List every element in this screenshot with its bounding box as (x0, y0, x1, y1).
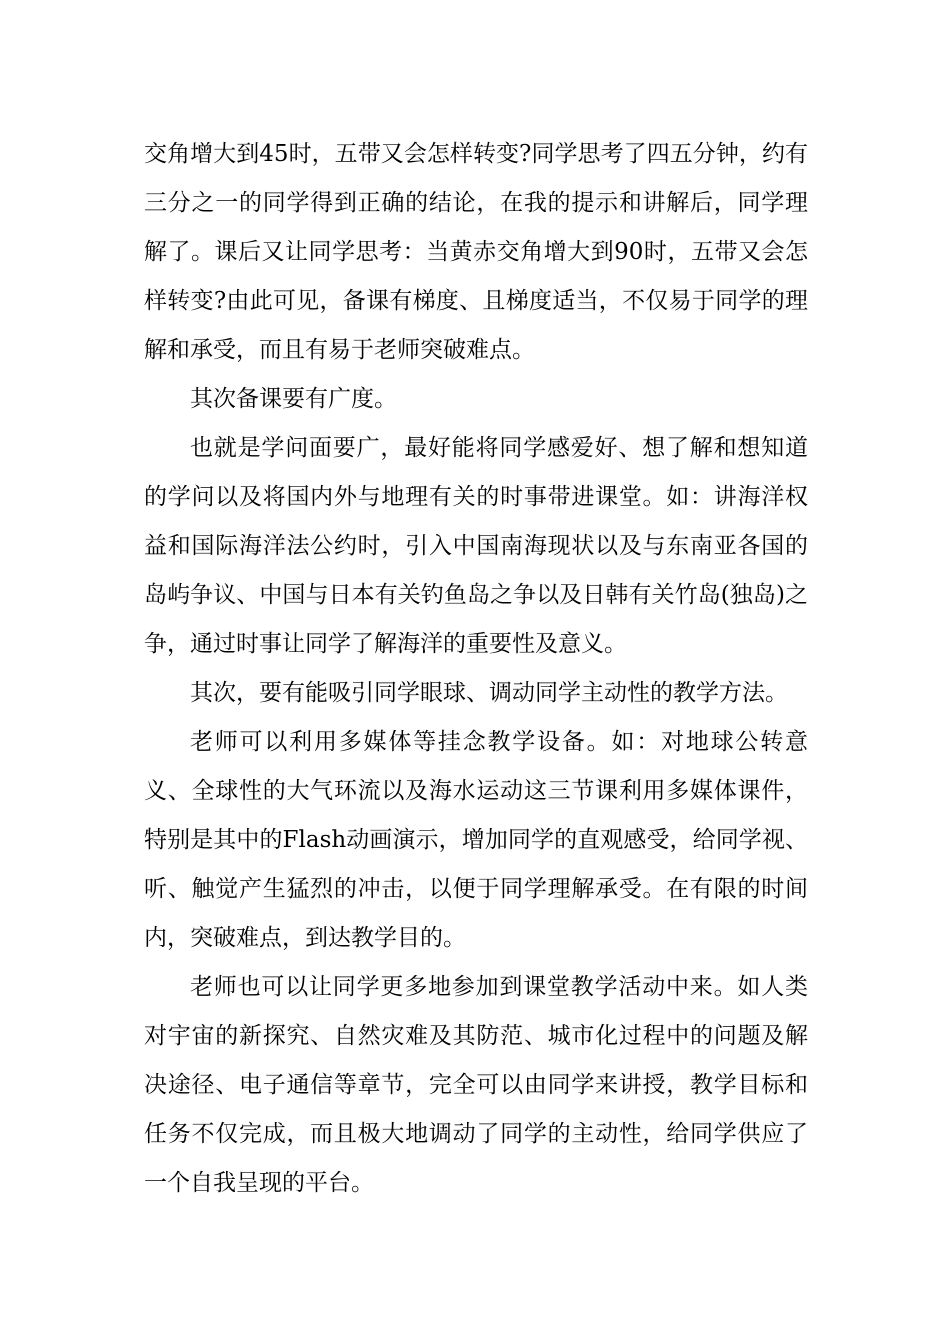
document-body (144, 130, 808, 1208)
paragraph-3: 也就是学问面要广，最好能将同学感爱好、想了解和想知道的学问以及将国内外与地理有关的时事带进课堂。如：讲海洋权益和国际海洋法公约时，引入中国南海现状以及与东南亚各国的岛屿争议、中国与日本有关钓鱼岛之争以及日韩有关竹岛(独岛)之争，通过时事让同学了解海洋的重要性及意义。 (144, 435, 808, 657)
paragraph-1: 交角增大到45时，五带又会怎样转变?同学思考了四五分钟，约有三分之一的同学得到正确的结论，在我的提示和讲解后，同学理解了。课后又让同学思考：当黄赤交角增大到90时，五带又会怎样转变?由此可见，备课有梯度、且梯度适当，不仅易于同学的理解和承受，而且有易于老师突破难点。 (144, 141, 808, 363)
paragraph-6: 老师也可以让同学更多地参加到课堂教学活动中来。如人类对宇宙的新探究、自然灾难及其防范、城市化过程中的问题及解决途径、电子通信等章节，完全可以由同学来讲授，教学目标和任务不仅完成，而且极大地调动了同学的主动性，给同学供应了一个自我呈现的平台。 (144, 974, 808, 1196)
paragraph-5: 老师可以利用多媒体等挂念教学设备。如：对地球公转意义、全球性的大气环流以及海水运动这三节课利用多媒体课件，特别是其中的Flash动画演示，增加同学的直观感受，给同学视、听、触觉产生猛烈的冲击，以便于同学理解承受。在有限的时间内，突破难点，到达教学目的。 (144, 729, 808, 951)
paragraph-2: 其次备课要有广度。 (190, 386, 397, 412)
paragraph-4: 其次，要有能吸引同学眼球、调动同学主动性的教学方法。 (190, 680, 788, 706)
